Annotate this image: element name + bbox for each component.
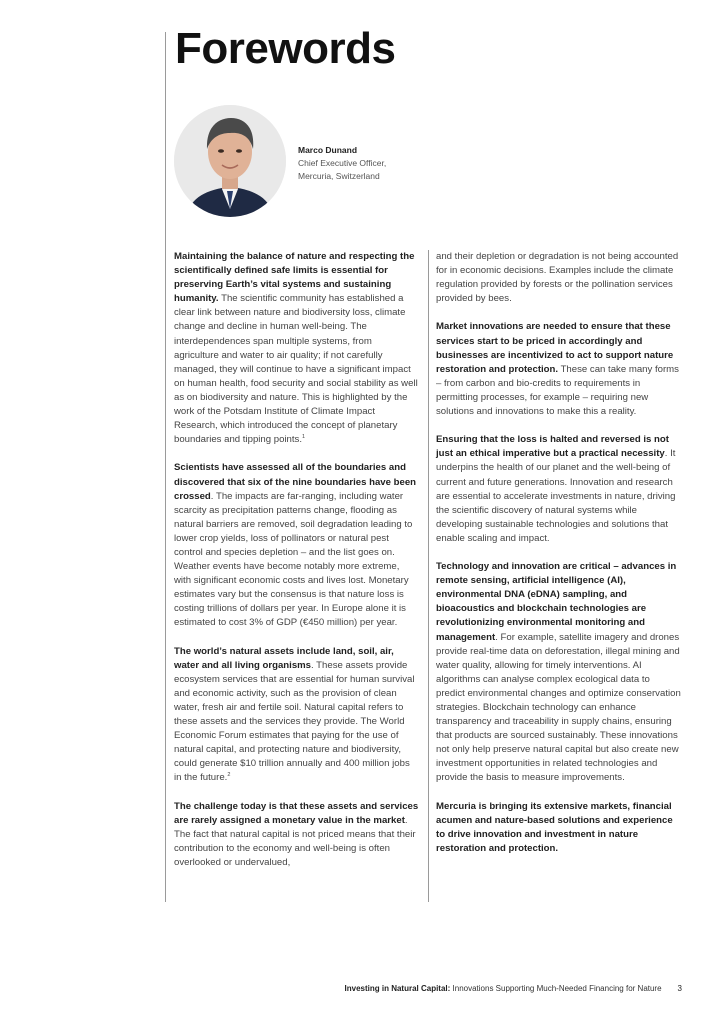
paragraph-body: . The impacts are far-ranging, including water scarcity as precipitation patterns change, flooding as natural barriers are removed, soil degradation leading to lower crop yields, loss of pollinators or natural pest control and species depletion – and the list goes on. Weather events have become notably more extreme, with significant economic costs and lives lost. Monetary estimates vary but the consensus is that nature loss is costing trillions of dollars per year. In Europe alone it is estimated to cost 3% of GDP (€450 million) per year.: [174, 490, 413, 629]
footer-title-rest: Innovations Supporting Much-Needed Financing for Nature: [450, 984, 662, 993]
paragraph-lead: Scientists have assessed all of the boundaries and discovered that six of the nine boundaries have been crossed: [174, 462, 417, 502]
page-number: 3: [677, 984, 682, 993]
paragraph-lead: The challenge today is that these assets and services are rarely assigned a monetary value in the market: [174, 800, 419, 826]
page-title: Forewords: [175, 24, 396, 73]
paragraph-lead: Market innovations are needed to ensure that these services start to be priced in accordingly and businesses are incentivized to act to support nature restoration and protection.: [436, 321, 674, 375]
paragraph-body: These can take many forms – from carbon and bio-credits to requirements in permitting processes, for example – requiring new solutions and innovations to make this a reality.: [436, 363, 679, 418]
paragraph-body: . These assets provide ecosystem services that are essential for human survival and economic activity, such as the provision of clean water, fresh air and fertile soil. Natural capital refers to these assets and the services they provide. The World Economic Forum estimates that paying for the use of natural capital, and protecting nature and biodiversity, could generate $10 trillion annually and 400 million jobs in the future.: [174, 659, 415, 784]
text-column-right: [436, 250, 681, 870]
text-column-left: [174, 250, 419, 884]
author-name: Marco Dunand: [298, 145, 358, 155]
paragraph: [436, 250, 681, 306]
paragraph: [174, 800, 419, 870]
paragraph-body: . It underpins the health of our planet and the well-being of current and future generations. Innovation and research are essential to accelerate investments in nature, driving the scientific discovery of natural systems while developing sustainable technologies and solutions that enable scaling and impact.: [436, 448, 676, 544]
paragraph: [436, 433, 681, 546]
paragraph-lead: Ensuring that the loss is halted and reversed is not just an ethical imperative but a practical necessity: [436, 434, 669, 460]
author-org: Mercuria, Switzerland: [298, 171, 380, 181]
paragraph-body: and their depletion or degradation is not being accounted for in economic decisions. Examples include the climate regulation provided by forests or the pollination services provided by bees.: [436, 251, 679, 305]
footer-title-bold: Investing in Natural Capital:: [344, 984, 451, 993]
paragraph: [436, 800, 681, 856]
paragraph-lead: Mercuria is bringing its extensive markets, financial acumen and nature-based solutions and experience to drive innovation and investment in nature restoration and protection.: [436, 800, 673, 854]
author-block: [298, 144, 386, 183]
author-role: Chief Executive Officer,: [298, 158, 387, 168]
column-divider: [428, 250, 429, 902]
footnote-ref: 1: [302, 434, 306, 441]
page-footer: [345, 984, 682, 993]
author-portrait: [174, 105, 286, 217]
portrait-photo: [174, 105, 286, 217]
footnote-ref: 2: [227, 772, 231, 779]
paragraph: [436, 560, 681, 786]
paragraph-lead: Maintaining the balance of nature and respecting the scientifically defined safe limits is essential for preserving Earth’s vital systems and sustaining humanity.: [174, 251, 415, 305]
left-margin-rule: [165, 32, 166, 902]
paragraph-body: . For example, satellite imagery and drones provide real-time data on deforestation, illegal mining and water quality, allowing for timely interventions. AI algorithms can analyse complex ecological data to predict environmental changes and optimize conservation strategies. Blockchain technology can enhance transparency and traceability in supply chains, ensuring that products are sourced sustainably. These innovations not only help preserve natural capital but also create new investment opportunities in related technologies and provide the basis to measure improvements.: [436, 631, 681, 784]
paragraph-body: . The fact that natural capital is not priced means that their contribution to the economy and well-being is often overlooked or undervalued,: [174, 814, 416, 869]
paragraph-body: The scientific community has established a clear link between nature and biodiversity loss, climate change and decline in human well-being. The interdependences span multiple systems, from agriculture and water to air quality; if not carefully managed, they will continue to have a significant impact on human health, food security and social stability as well as on biodiversity and nature. This is highlighted by the work of the Potsdam Institute of Climate Impact Research, which introduced the concept of planetary boundaries and tipping points.: [174, 293, 418, 446]
paragraph: [174, 645, 419, 786]
paragraph-lead: Technology and innovation are critical – advances in remote sensing, artificial intelligence (AI), environmental DNA (eDNA) sampling, and bioacoustics and blockchain technologies are revolutionizing environmental monitoring and management: [436, 561, 677, 643]
paragraph: [436, 320, 681, 419]
paragraph: [174, 250, 419, 447]
paragraph: [174, 461, 419, 630]
paragraph-lead: The world’s natural assets include land, soil, air, water and all living organisms: [174, 645, 394, 671]
